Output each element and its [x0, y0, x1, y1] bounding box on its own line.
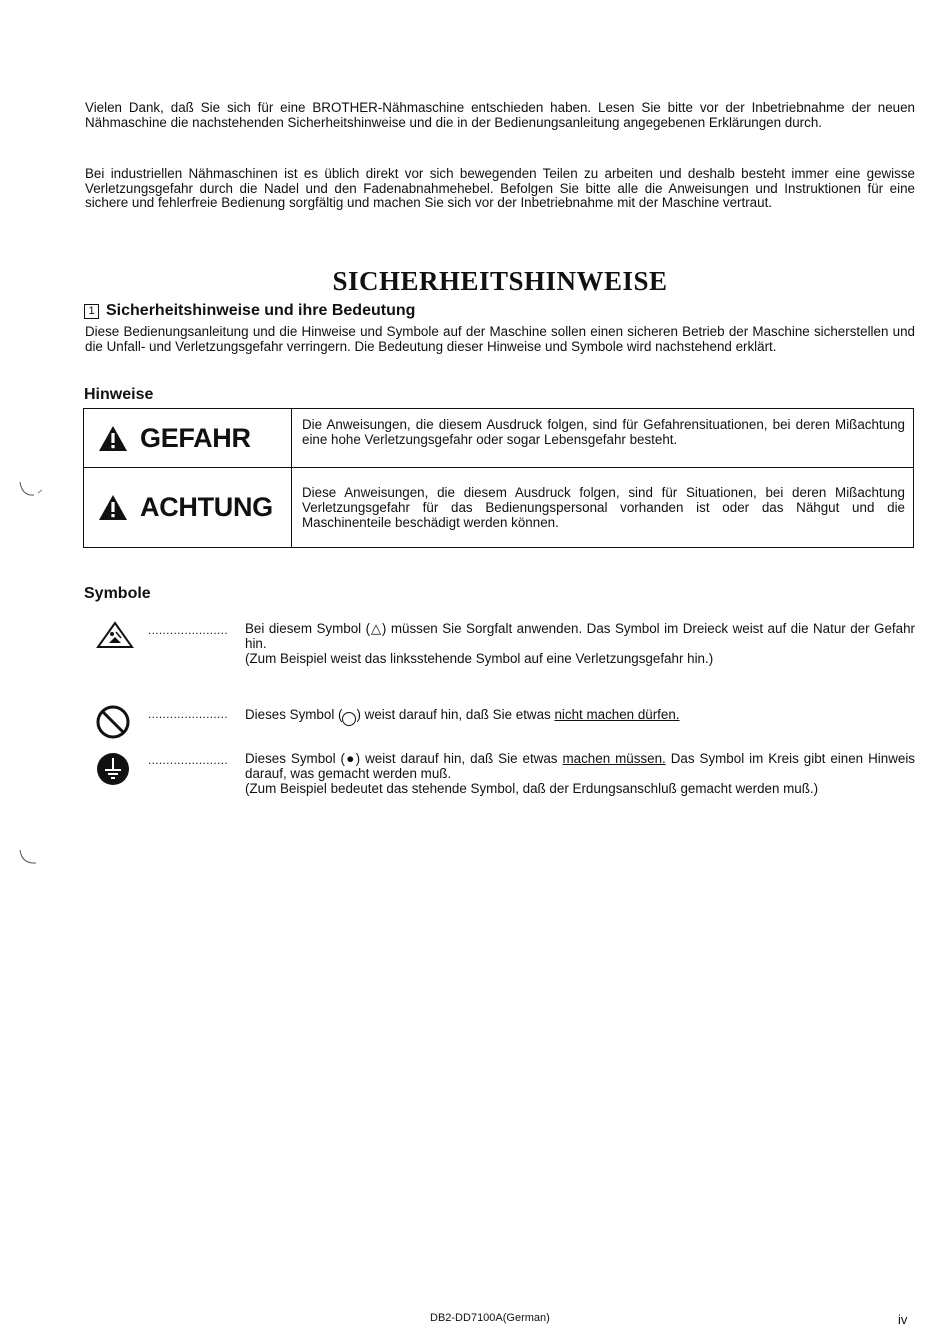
- symbol-text-part: Bei diesem Symbol (: [245, 621, 371, 636]
- symbol-text-part: Dieses Symbol (: [245, 751, 346, 766]
- symbol-text-part: ) müssen Sie Sorgfalt anwenden. Das Symbol im Dreieck weist auf die Natur der Gefahr hin.: [245, 621, 915, 651]
- hazard-row-achtung: [84, 467, 913, 547]
- leader-dots: ......................: [148, 623, 228, 637]
- section-intro-text: Diese Bedienungsanleitung und die Hinweise und Symbole auf der Maschine sollen einen sicheren Betrieb der Maschine sicherstellen und die Unfall- und Verletzungsgefahr verringern. Die Bedeutung dieser Hinweise und Symbole wird nachstehend erklärt.: [85, 324, 915, 354]
- margin-hole-mark-icon: [18, 480, 44, 500]
- caution-triangle-icon: [95, 621, 135, 649]
- hazard-text-gefahr: Die Anweisungen, die diesem Ausdruck folgen, sind für Gefahrensituationen, bei deren Mißachtung eine hohe Verletzungsgefahr oder sogar Lebensgefahr besteht.: [302, 417, 905, 447]
- hazard-label-achtung: ACHTUNG: [140, 491, 273, 522]
- section-heading: [84, 302, 415, 320]
- filled-circle-glyph-icon: ●: [345, 751, 356, 766]
- intro-paragraph-1: Vielen Dank, daß Sie sich für eine BROTHER-Nähmaschine entschieden haben. Lesen Sie bitte vor der Inbetriebnahme der neuen Nähmaschine die nachstehenden Sicherheitshinweise und die in der Bedienungsanleitung angegebenen Erklärungen durch.: [85, 100, 915, 130]
- ground-connection-icon: [95, 751, 131, 787]
- warning-triangle-icon: [98, 494, 128, 521]
- symbol-text-part: Dieses Symbol (: [245, 707, 343, 722]
- margin-hole-mark-icon: [18, 848, 44, 868]
- hazard-label-gefahr: GEFAHR: [140, 422, 251, 453]
- hazard-text-achtung: Diese Anweisungen, die diesem Ausdruck folgen, sind für Situationen, bei deren Mißachtung Verletzungsgefahr für das Bedienungspersonal vorhanden ist oder das Nähgut und die Maschinenteile beschädigt werden können.: [302, 485, 905, 530]
- emphasis-text: machen müssen.: [562, 751, 666, 766]
- document-code: DB2-DD7100A(German): [430, 1312, 550, 1324]
- hazard-label-cell: [84, 409, 292, 467]
- symbol-description: [245, 707, 915, 726]
- symbole-heading: Symbole: [84, 585, 151, 602]
- intro-paragraph-2: Bei industriellen Nähmaschinen ist es üblich direkt vor sich bewegenden Teilen zu arbeiten und deshalb besteht immer eine gewisse Verletzungsgefahr durch die Nadel und den Fadenabnahmehebel. Befolgen Sie bitte alle die Anweisungen und Instruktionen für eine sichere und fehlerfreie Bedienung sorgfältig und machen Sie sich vor der Inbetriebnahme mit der Maschine vertraut.: [85, 166, 915, 210]
- leader-dots: ......................: [148, 753, 228, 767]
- symbol-description: [245, 621, 915, 666]
- triangle-glyph-icon: △: [370, 621, 382, 636]
- hinweise-heading: Hinweise: [84, 386, 154, 403]
- hazard-label-cell: [84, 467, 292, 547]
- section-number-box: 1: [84, 304, 99, 319]
- emphasis-text: nicht machen dürfen.: [554, 707, 680, 722]
- symbol-description: [245, 751, 915, 796]
- page-number: iv: [898, 1312, 908, 1327]
- prohibition-icon: [95, 704, 131, 740]
- section-heading-text: Sicherheitshinweise und ihre Bedeutung: [106, 302, 416, 319]
- symbol-text-part: ) weist darauf hin, daß Sie etwas: [356, 707, 555, 722]
- symbol-text-part: Das Symbol im Kreis gibt einen Hinweis darauf, was gemacht werden muß.: [245, 751, 915, 781]
- symbol-example-text: (Zum Beispiel bedeutet das stehende Symbol, daß der Erdungsanschluß gemacht werden muß.): [245, 781, 819, 796]
- hazard-table: [83, 408, 914, 548]
- symbol-text-part: ) weist darauf hin, daß Sie etwas: [355, 751, 563, 766]
- leader-dots: ......................: [148, 707, 228, 721]
- page-title: SICHERHEITSHINWEISE: [332, 266, 668, 296]
- prohibition-glyph-icon: [342, 712, 356, 726]
- hazard-row-gefahr: [84, 409, 913, 468]
- symbol-example-text: (Zum Beispiel weist das linksstehende Symbol auf eine Verletzungsgefahr hin.): [245, 651, 714, 666]
- warning-triangle-icon: [98, 425, 128, 452]
